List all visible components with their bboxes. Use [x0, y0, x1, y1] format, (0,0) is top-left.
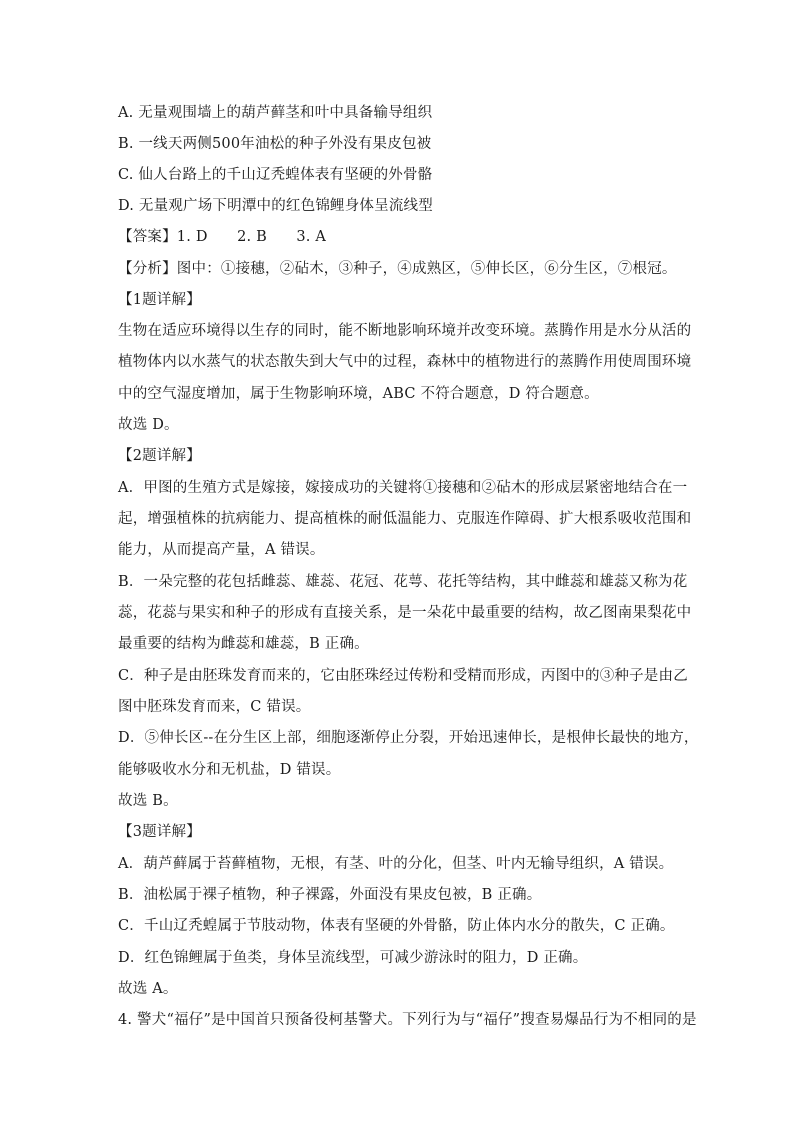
q2-heading: 【2题详解】 — [118, 448, 201, 464]
q3-d-text: D．红色锦鲤属于鱼类，身体呈流线型，可减少游泳时的阻力，D 正确。 — [118, 950, 588, 966]
q2-a-text-3: 能力，从而提高产量，A 错误。 — [118, 542, 325, 558]
option-a: A. 无量观围墙上的葫芦藓茎和叶中具备输导组织 — [118, 105, 433, 121]
q3-b-text: B．油松属于裸子植物，种子裸露，外面没有果皮包被，B 正确。 — [118, 887, 542, 903]
answer-line: 【答案】1. D 2. B 3. A — [118, 229, 327, 245]
q2-d-text-2: 能够吸收水分和无机盐，D 错误。 — [118, 762, 341, 778]
q3-a-text: A．葫芦藓属于苔藓植物，无根，有茎、叶的分化，但茎、叶内无输导组织，A 错误。 — [118, 856, 674, 872]
option-d: D. 无量观广场下明潭中的红色锦鲤身体呈流线型 — [118, 198, 433, 214]
q1-choice: 故选 D。 — [118, 417, 179, 433]
option-c: C. 仙人台路上的千山辽秃蝗体表有坚硬的外骨骼 — [118, 167, 433, 183]
q2-d-text-1: D．⑤伸长区--在分生区上部，细胞逐渐停止分裂，开始迅速伸长，是根伸长最快的地方， — [118, 730, 699, 746]
question-4-text: 4. 警犬“福仔”是中国首只预备役柯基警犬。下列行为与“福仔”搜查易爆品行为不相同的是 — [118, 1012, 697, 1028]
q2-a-text-2: 起，增强植株的抗病能力、提高植株的耐低温能力、克服连作障碍、扩大根系吸收范围和 — [118, 511, 692, 527]
q2-b-text-2: 蕊，花蕊与果实和种子的形成有直接关系，是一朵花中最重要的结构，故乙图南果梨花中 — [118, 605, 692, 621]
q1-text-2: 植物体内以水蒸气的状态散失到大气中的过程，森林中的植物进行的蒸腾作用使周围环境 — [118, 354, 692, 370]
q1-text-1: 生物在适应环境得以生存的同时，能不断地影响环境并改变环境。蒸腾作用是水分从活的 — [118, 323, 692, 339]
q3-heading: 【3题详解】 — [118, 824, 201, 840]
q3-c-text: C．千山辽秃蝗属于节肢动物，体表有坚硬的外骨骼，防止体内水分的散失，C 正确。 — [118, 918, 675, 934]
q2-c-text-2: 图中胚珠发育而来，C 错误。 — [118, 699, 311, 715]
q2-b-text-3: 最重要的结构为雌蕊和雄蕊，B 正确。 — [118, 636, 369, 652]
q2-a-text-1: A．甲图的生殖方式是嫁接，嫁接成功的关键将①接穗和②砧木的形成层紧密地结合在一 — [118, 480, 688, 496]
q2-choice: 故选 B。 — [118, 793, 178, 809]
option-b: B. 一线天两侧500年油松的种子外没有果皮包被 — [118, 136, 432, 152]
q3-choice: 故选 A。 — [118, 981, 178, 997]
q1-text-3: 中的空气湿度增加，属于生物影响环境，ABC 不符合题意，D 符合题意。 — [118, 386, 599, 402]
q2-c-text-1: C．种子是由胚珠发育而来的，它由胚珠经过传粉和受精而形成，丙图中的③种子是由乙 — [118, 668, 688, 684]
q2-b-text-1: B．一朵完整的花包括雌蕊、雄蕊、花冠、花萼、花托等结构，其中雌蕊和雄蕊又称为花 — [118, 574, 688, 590]
q1-heading: 【1题详解】 — [118, 292, 201, 308]
analysis-line: 【分析】图中：①接穗，②砧木，③种子，④成熟区，⑤伸长区，⑥分生区，⑦根冠。 — [118, 261, 677, 277]
